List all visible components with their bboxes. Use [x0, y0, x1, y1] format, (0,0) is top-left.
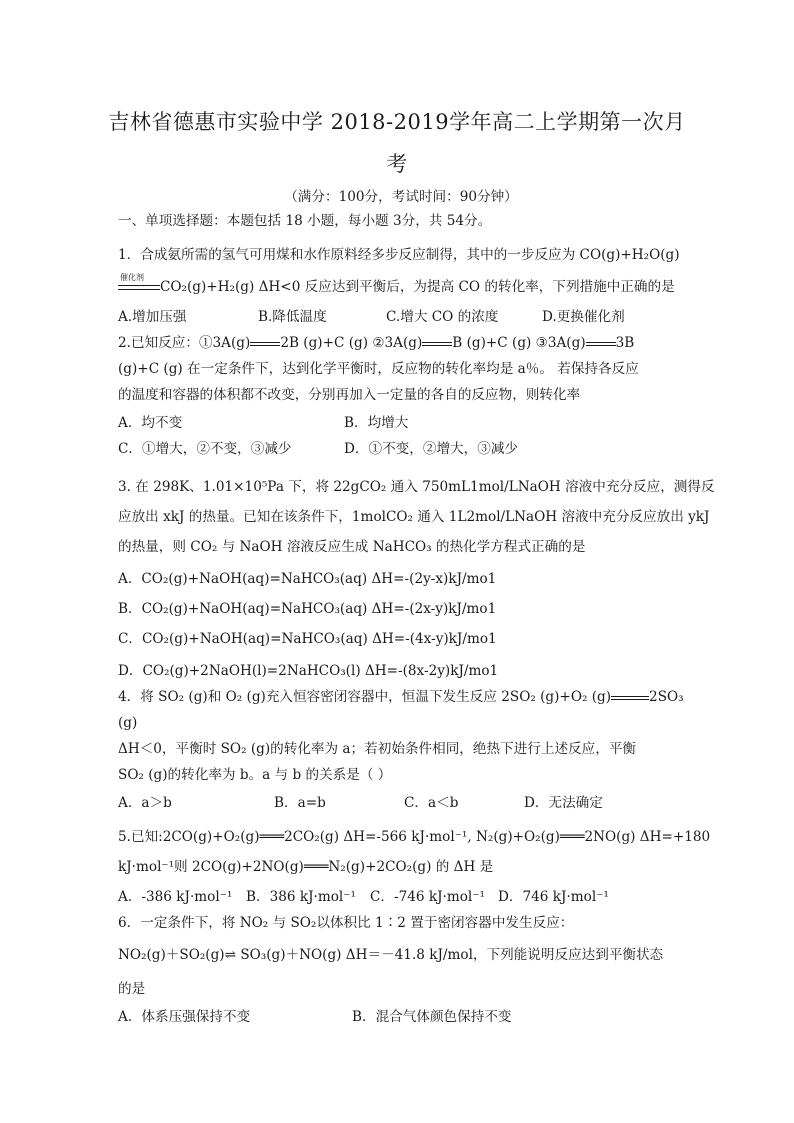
- section-heading: 一、单项选择题：本题包括 18 小题，每小题 3分，共 54分。: [118, 213, 492, 229]
- q4-stem-line1: [118, 688, 684, 706]
- q6-option-a: A．体系压强保持不变: [118, 1009, 251, 1025]
- exam-title-line1: 吉林省德惠市实验中学 2018-2019学年高二上学期第一次月: [108, 110, 686, 134]
- q4-l1b: 2SO₃: [649, 689, 684, 705]
- q4-stem-line4: SO₂ (g)的转化率为 b。a 与 b 的关系是（ ）: [118, 767, 392, 783]
- q1-option-b: B.降低温度: [258, 309, 327, 325]
- q1-option-a: A.增加压强: [118, 309, 187, 325]
- q2-option-a: A．均不变: [118, 415, 183, 431]
- q3-stem-line2: 应放出 xkJ 的热量。已知在该条件下，1molCO₂ 通入 1L2mol/LNaOH 溶液中充分反应放出 ykJ: [118, 509, 710, 525]
- q4-l1a: 4．将 SO₂ (g)和 O₂ (g)充入恒容密闭容器中，恒温下发生反应 2SO₂ (g)+O₂ (g): [118, 689, 612, 705]
- q5-option-a: A．-386 kJ·mol⁻¹: [118, 889, 233, 905]
- q1-stem-line1: 1．合成氨所需的氢气可用煤和水作原料经多步反应制得，其中的一步反应为 CO(g)+H₂O(g): [118, 247, 680, 263]
- q4-option-d: D．无法确定: [524, 795, 603, 811]
- q2-l1c: B (g)+C (g) ③3A(g): [452, 335, 586, 351]
- q5-stem-line2: kJ·mol⁻¹则 2CO(g)+2NO(g)═══N₂(g)+2CO₂(g) 的 ΔH 是: [118, 859, 494, 875]
- q3-option-b: B．CO₂(g)+NaOH(aq)=NaHCO₃(aq) ΔH=-(2x-y)kJ/mo1: [118, 601, 497, 617]
- q1-option-d: D.更换催化剂: [542, 309, 625, 325]
- q6-option-b: B．混合气体颜色保持不变: [352, 1009, 512, 1025]
- q5-stem-line1: 5.已知:2CO(g)+O₂(g)═══2CO₂(g) ΔH=-566 kJ·mol⁻¹, N₂(g)+O₂(g)═══2NO(g) ΔH=+180: [118, 829, 711, 845]
- q1-stem-line2: [118, 272, 684, 296]
- q2-stem-line2: (g)+C (g) 在一定条件下，达到化学平衡时，反应物的转化率均是 a％。 若保持各反应: [118, 361, 639, 377]
- q4-stem-line2: (g): [118, 715, 138, 731]
- equilibrium-arrow-icon: [250, 339, 280, 349]
- q1-stem-line2-text: CO₂(g)+H₂(g) ΔH<0 反应达到平衡后，为提高 CO 的转化率，下列措施中正确的是: [160, 279, 675, 295]
- q2-l1d: 3B: [615, 335, 635, 351]
- q3-stem-line1: 3. 在 298K、1.01×10⁵Pa 下，将 22gCO₂ 通入 750mL1mol/LNaOH 溶液中充分反应，测得反: [118, 479, 715, 495]
- q3-option-a: A．CO₂(g)+NaOH(aq)=NaHCO₃(aq) ΔH=-(2y-x)kJ/mo1: [118, 571, 497, 587]
- q5-option-b: B．386 kJ·mol⁻¹: [246, 889, 356, 905]
- catalyst-label: 催化剂: [120, 272, 144, 282]
- q2-option-d: D．①不变，②增大，③减少: [344, 441, 519, 457]
- q3-option-c: C．CO₂(g)+NaOH(aq)=NaHCO₃(aq) ΔH=-(4x-y)kJ/mo1: [118, 631, 497, 647]
- q6-stem-line1: 6．一定条件下，将 NO₂ 与 SO₂以体积比 1∶2 置于密闭容器中发生反应：: [118, 915, 574, 931]
- q2-stem-line3: 的温度和容器的体积都不改变，分别再加入一定量的各自的反应物，则转化率: [118, 387, 581, 403]
- q5-option-d: D．746 kJ·mol⁻¹: [498, 889, 609, 905]
- q6-stem-line2: NO₂(g)＋SO₂(g)⇌ SO₃(g)＋NO(g) ΔH＝－41.8 kJ/mol，下列能说明反应达到平衡状态: [118, 947, 664, 963]
- q1-option-c: C.增大 CO 的浓度: [386, 309, 499, 325]
- q3-option-d: D．CO₂(g)+2NaOH(l)=2NaHCO₃(l) ΔH=-(8x-2y)kJ/mo1: [118, 663, 499, 679]
- q6-stem-line3: 的是: [118, 981, 146, 997]
- catalyst-arrow-icon: [118, 272, 160, 294]
- q2-stem-line1: [118, 334, 684, 352]
- q5-option-c: C．-746 kJ·mol⁻¹: [370, 889, 485, 905]
- q2-option-c: C．①增大，②不变，③减少: [118, 441, 292, 457]
- equilibrium-arrow-icon: [586, 339, 616, 349]
- q4-stem-line3: ΔH＜0，平衡时 SO₂ (g)的转化率为 a；若初始条件相同，绝热下进行上述反应，平衡: [118, 741, 637, 757]
- exam-meta: （满分：100分，考试时间：90分钟）: [284, 189, 518, 205]
- q3-stem-line3: 的热量，则 CO₂ 与 NaOH 溶液反应生成 NaHCO₃ 的热化学方程式正确的是: [118, 539, 586, 555]
- q4-option-c: C．a＜b: [404, 795, 459, 811]
- q2-l1a: 2.已知反应：①3A(g): [118, 335, 251, 351]
- equilibrium-arrow-icon: [422, 339, 452, 349]
- q4-option-b: B．a=b: [274, 795, 326, 811]
- equilibrium-arrow-icon: [611, 693, 649, 703]
- q2-l1b: 2B (g)+C (g) ②3A(g): [280, 335, 423, 351]
- q4-option-a: A．a＞b: [118, 795, 172, 811]
- q2-option-b: B．均增大: [344, 415, 409, 431]
- exam-title-line2: 考: [386, 152, 408, 176]
